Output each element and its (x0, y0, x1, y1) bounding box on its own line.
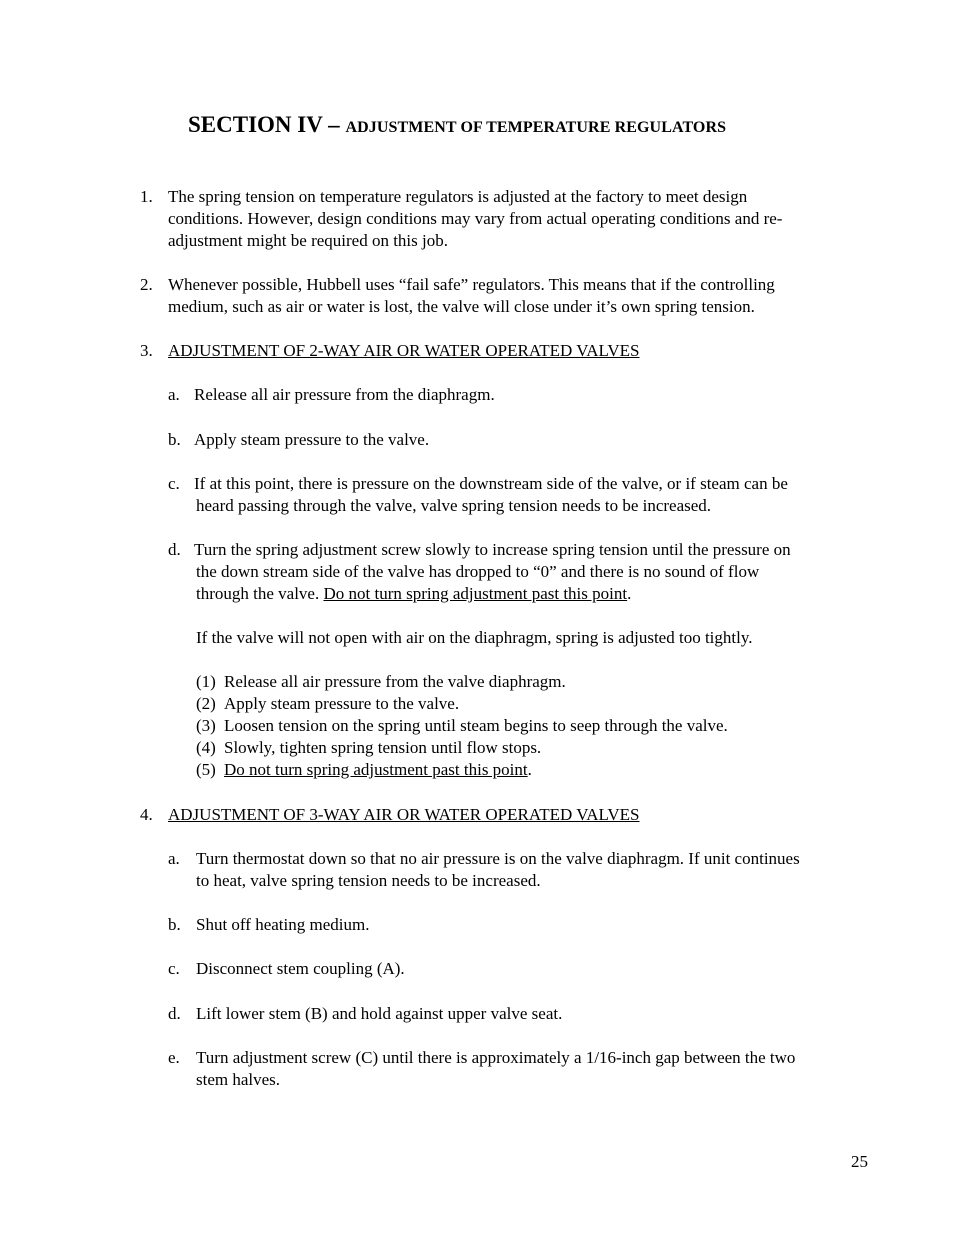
text-line: medium, such as air or water is lost, the valve will close under it’s own spring tension. (168, 297, 755, 316)
page-number: 25 (851, 1152, 868, 1171)
step-text (196, 848, 800, 892)
step-letter: b. (168, 915, 181, 934)
warning-underlined: Do not turn spring adjustment past this point (323, 584, 628, 603)
step-letter: a. (168, 385, 180, 404)
substep-list (196, 671, 728, 781)
text-line: Turn thermostat down so that no air pressure is on the valve diaphragm. If unit continues (196, 849, 800, 868)
text-line: the down stream side of the valve has dropped to “0” and there is no sound of flow (196, 562, 760, 581)
substep: (5) Do not turn spring adjustment past this point. (196, 760, 532, 779)
section-label: SECTION IV – (188, 112, 346, 137)
text-line: If at this point, there is pressure on the downstream side of the valve, or if steam can be (194, 474, 788, 493)
item-number: 1. (140, 187, 153, 206)
section-heading (188, 114, 726, 139)
step-text: Release all air pressure from the diaphragm. (194, 385, 495, 404)
step-text: Lift lower stem (B) and hold against upper valve seat. (196, 1004, 563, 1023)
text-line: Turn adjustment screw (C) until there is approximately a 1/16-inch gap between the two (196, 1048, 796, 1067)
substep: (3) Loosen tension on the spring until steam begins to seep through the valve. (196, 716, 728, 735)
section-title: ADJUSTMENT OF TEMPERATURE REGULATORS (345, 119, 727, 136)
step-letter: c. (168, 474, 180, 493)
step-note: If the valve will not open with air on the diaphragm, spring is adjusted too tightly. (196, 628, 753, 647)
step-text (196, 1047, 795, 1091)
step-text: Apply steam pressure to the valve. (194, 430, 430, 449)
step-letter: d. (168, 540, 181, 559)
substep: (2) Apply steam pressure to the valve. (196, 694, 460, 713)
item-number: 4. (140, 805, 153, 824)
text-line: through the valve. Do not turn spring adjustment past this point. (196, 584, 632, 603)
step-text (194, 539, 791, 605)
text-line: stem halves. (196, 1070, 281, 1089)
step-text: Disconnect stem coupling (A). (196, 959, 405, 978)
step-letter: c. (168, 959, 180, 978)
text-line: Whenever possible, Hubbell uses “fail safe” regulators. This means that if the controlling (168, 275, 775, 294)
step-letter: d. (168, 1004, 181, 1023)
text-line: adjustment might be required on this job. (168, 231, 448, 250)
item-1-text (168, 186, 782, 252)
item-number: 2. (140, 275, 153, 294)
step-letter: b. (168, 430, 181, 449)
item-3-title: ADJUSTMENT OF 2-WAY AIR OR WATER OPERATED VALVES (168, 341, 640, 360)
substep: (4) Slowly, tighten spring tension until flow stops. (196, 738, 542, 757)
item-2-text (168, 274, 775, 318)
item-number: 3. (140, 341, 153, 360)
substep: (1) Release all air pressure from the valve diaphragm. (196, 672, 566, 691)
text-line: conditions. However, design conditions may vary from actual operating conditions and re- (168, 209, 783, 228)
text-line: heard passing through the valve, valve spring tension needs to be increased. (196, 496, 712, 515)
item-4-title: ADJUSTMENT OF 3-WAY AIR OR WATER OPERATED VALVES (168, 805, 640, 824)
text-line: The spring tension on temperature regulators is adjusted at the factory to meet design (168, 187, 748, 206)
step-text: Shut off heating medium. (196, 915, 370, 934)
step-letter: a. (168, 849, 180, 868)
text-line: to heat, valve spring tension needs to be increased. (196, 871, 541, 890)
text-line: Turn the spring adjustment screw slowly to increase spring tension until the pressure on (194, 540, 791, 559)
step-letter: e. (168, 1048, 180, 1067)
step-text (194, 473, 788, 517)
